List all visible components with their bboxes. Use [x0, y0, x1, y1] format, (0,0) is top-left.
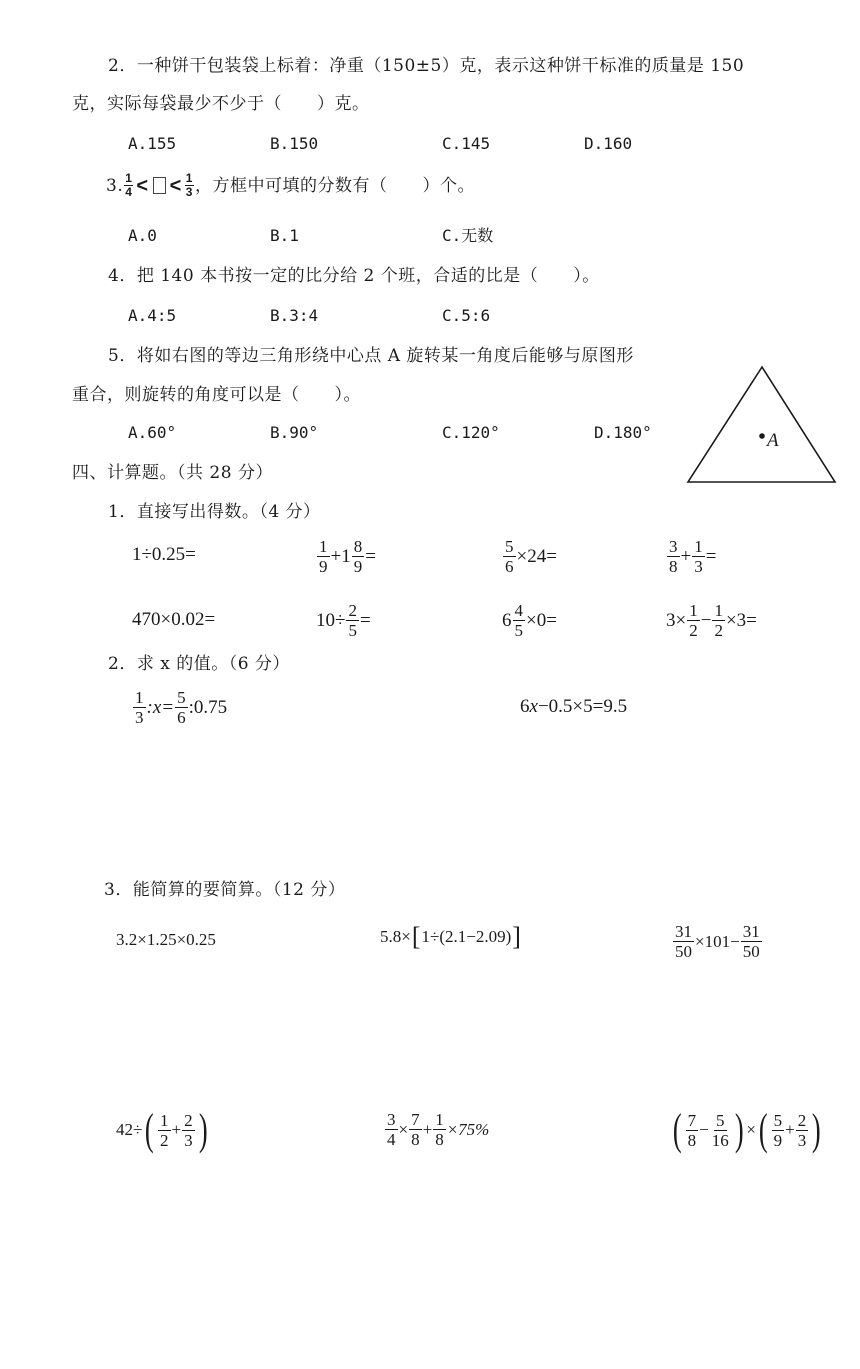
calc1-expr-3: $\frac{5}{6}$ ×24=: [505, 537, 557, 576]
q5-option-d: D.180°: [594, 423, 652, 442]
calc1-expr-5: 470×0.02=: [132, 609, 216, 630]
q3-option-c: C.无数: [442, 226, 494, 245]
calc3-expr-4: 42÷ ( $\frac{1}{2}$ + $\frac{2}{3}$ ): [116, 1105, 208, 1154]
q3-option-b: B.1: [270, 226, 299, 245]
calc2-expr-2: 6 x −0.5×5=9.5: [520, 696, 628, 717]
calc1-title: 1．直接写出得数。（4 分）: [108, 502, 321, 522]
q2-option-c: C.145: [442, 134, 491, 153]
q2-option-a: A.155: [128, 134, 177, 153]
calc2-title: 2．求 x 的值。（6 分）: [108, 654, 290, 674]
q4-option-c: C.5:6: [442, 306, 491, 325]
q5-option-b: B.90°: [270, 423, 319, 442]
calc1-expr-4: $\frac{3}{8}$ + $\frac{1}{3}$ =: [669, 537, 717, 576]
q2-line2: 克，实际每袋最少不少于（ ）克。: [72, 94, 370, 114]
section4-title: 四、计算题。（共 28 分）: [72, 463, 273, 483]
q3-fraction-1: 1 4: [125, 171, 133, 199]
q3-number: 3.: [106, 175, 124, 196]
q4-stem: 4．把 140 本书按一定的比分给 2 个班，合适的比是（ ）。: [108, 266, 600, 286]
q3-stem: [106, 172, 475, 199]
q5-option-a: A.60°: [128, 423, 177, 442]
q3-fraction-2: 1 3: [185, 171, 193, 199]
q3-less-than-2: <: [169, 174, 182, 197]
q2-option-b: B.150: [270, 134, 319, 153]
q5-option-c: C.120°: [442, 423, 500, 442]
q3-answer-box: [153, 177, 166, 194]
q2-line1: 2．一种饼干包装袋上标着：净重（150±5）克，表示这种饼干标准的质量是 150: [108, 56, 745, 76]
calc3-title: 3．能简算的要简算。（12 分）: [104, 880, 346, 900]
triangle-shape: [688, 367, 835, 482]
center-point-label: A: [767, 430, 779, 451]
calc3-expr-6: ( $\frac{7}{8}$ − $\frac{5}{16}$ ) × ( $\frac{5}{9}$ + $\frac{2}{3}$ ): [672, 1105, 821, 1154]
calc1-expr-7: 6 $\frac{4}{5}$ ×0=: [502, 601, 557, 640]
q3-text: ，方框中可填的分数有（ ）个。: [194, 175, 475, 196]
calc1-expr-1: 1÷0.25=: [132, 544, 196, 565]
center-point-a: [759, 433, 765, 439]
q5-line1: 5．将如右图的等边三角形绕中心点 A 旋转某一角度后能够与原图形: [108, 346, 634, 366]
q4-option-b: B.3:4: [270, 306, 319, 325]
calc3-expr-2: 5.8× [ 1÷(2.1−2.09) ]: [380, 922, 521, 951]
q3-less-than-1: <: [136, 174, 149, 197]
q3-option-a: A.0: [128, 226, 157, 245]
calc1-expr-2: $\frac{1}{9}$ +1 $\frac{8}{9}$ =: [319, 537, 376, 576]
calc3-expr-5: $\frac{3}{4}$ × $\frac{7}{8}$ + $\frac{1}{8}$ ×75%: [387, 1110, 490, 1149]
q4-option-a: A.4:5: [128, 306, 177, 325]
calc3-expr-3: $\frac{31}{50}$ ×101− $\frac{31}{50}$: [675, 922, 760, 961]
calc2-expr-1: $\frac{1}{3}$ :x= $\frac{5}{6}$ :0.75: [135, 688, 228, 727]
calc3-expr-1: 3.2×1.25×0.25: [116, 930, 216, 949]
q5-line2: 重合，则旋转的角度可以是（ ）。: [72, 385, 361, 405]
calc1-expr-8: 3× $\frac{1}{2}$ − $\frac{1}{2}$ ×3=: [666, 601, 757, 640]
calc1-expr-6: 10÷ $\frac{2}{5}$ =: [316, 601, 371, 640]
equilateral-triangle-figure: [684, 364, 840, 486]
q2-option-d: D.160: [584, 134, 633, 153]
